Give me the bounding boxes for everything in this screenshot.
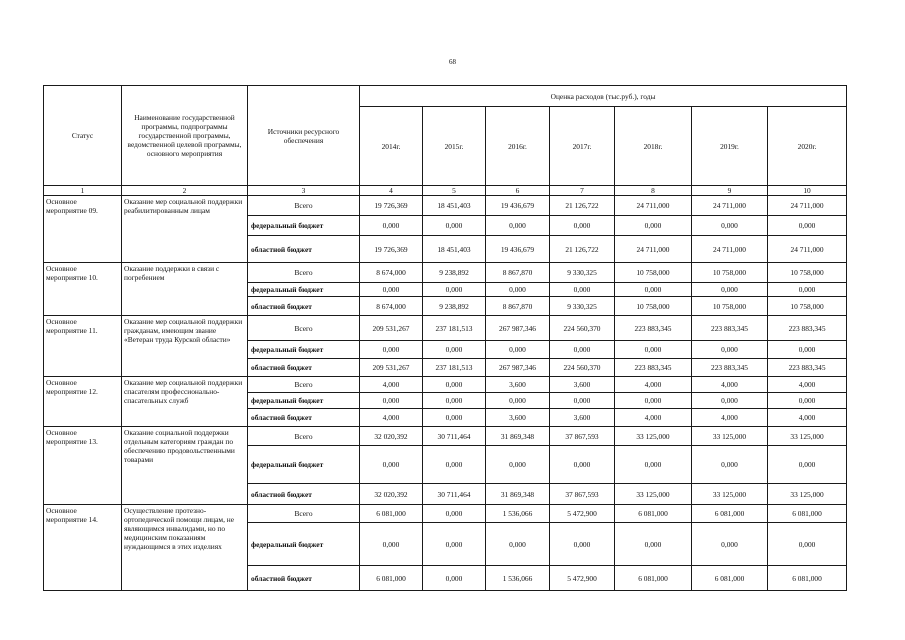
row-value: 0,000 bbox=[423, 377, 486, 393]
row-value: 0,000 bbox=[768, 283, 847, 297]
row-measure-name: Оказание социальной поддержки отдельным категориям граждан по обеспечению продовольственными товарами bbox=[122, 427, 248, 505]
row-value: 30 711,464 bbox=[423, 427, 486, 446]
row-value: 18 451,403 bbox=[423, 196, 486, 216]
row-value: 6 081,000 bbox=[615, 505, 692, 523]
row-value: 4,000 bbox=[692, 377, 768, 393]
row-value: 0,000 bbox=[486, 283, 550, 297]
row-value: 0,000 bbox=[550, 446, 615, 484]
row-value: 223 883,345 bbox=[692, 316, 768, 341]
header-sources: Источники ресурсного обеспечения bbox=[248, 86, 360, 186]
row-value: 224 560,370 bbox=[550, 316, 615, 341]
row-value: 0,000 bbox=[360, 393, 423, 409]
row-value: 19 436,679 bbox=[486, 236, 550, 263]
row-value: 33 125,000 bbox=[615, 427, 692, 446]
row-source: Всего bbox=[248, 505, 360, 523]
row-value: 33 125,000 bbox=[768, 484, 847, 505]
row-value: 209 531,267 bbox=[360, 359, 423, 377]
row-value: 19 436,679 bbox=[486, 196, 550, 216]
row-value: 0,000 bbox=[486, 523, 550, 566]
row-value: 0,000 bbox=[615, 393, 692, 409]
row-value: 0,000 bbox=[615, 523, 692, 566]
row-value: 237 181,513 bbox=[423, 359, 486, 377]
row-value: 224 560,370 bbox=[550, 359, 615, 377]
row-value: 10 758,000 bbox=[692, 263, 768, 283]
row-value: 10 758,000 bbox=[615, 297, 692, 316]
row-value: 0,000 bbox=[692, 341, 768, 359]
row-status: Основное мероприятие 10. bbox=[44, 263, 122, 316]
row-value: 0,000 bbox=[550, 216, 615, 236]
row-value: 24 711,000 bbox=[768, 196, 847, 216]
row-value: 6 081,000 bbox=[360, 505, 423, 523]
row-source: федеральный бюджет bbox=[248, 216, 360, 236]
row-value: 267 987,346 bbox=[486, 359, 550, 377]
row-measure-name: Оказание поддержки в связи с погребением bbox=[122, 263, 248, 316]
row-value: 6 081,000 bbox=[768, 566, 847, 591]
row-value: 0,000 bbox=[486, 446, 550, 484]
row-source: областной бюджет bbox=[248, 297, 360, 316]
header-year: 2018г. bbox=[615, 107, 692, 186]
column-number: 3 bbox=[248, 186, 360, 196]
row-value: 1 536,066 bbox=[486, 566, 550, 591]
row-source: областной бюджет bbox=[248, 484, 360, 505]
row-value: 21 126,722 bbox=[550, 236, 615, 263]
row-value: 37 867,593 bbox=[550, 484, 615, 505]
row-value: 5 472,900 bbox=[550, 566, 615, 591]
row-value: 31 869,348 bbox=[486, 484, 550, 505]
row-value: 0,000 bbox=[692, 523, 768, 566]
row-value: 0,000 bbox=[615, 341, 692, 359]
header-year: 2014г. bbox=[360, 107, 423, 186]
row-value: 223 883,345 bbox=[615, 359, 692, 377]
row-value: 0,000 bbox=[360, 523, 423, 566]
row-source: Всего bbox=[248, 263, 360, 283]
row-value: 32 020,392 bbox=[360, 484, 423, 505]
row-value: 10 758,000 bbox=[692, 297, 768, 316]
row-source: федеральный бюджет bbox=[248, 341, 360, 359]
row-status: Основное мероприятие 13. bbox=[44, 427, 122, 505]
row-value: 0,000 bbox=[615, 216, 692, 236]
row-value: 8 674,000 bbox=[360, 297, 423, 316]
row-measure-name: Осуществление протезно-ортопедической помощи лицам, не являющимся инвалидами, но по медицинским показаниям нуждающимся в этих изделиях bbox=[122, 505, 248, 591]
row-value: 4,000 bbox=[615, 377, 692, 393]
table-row bbox=[44, 505, 847, 523]
row-source: областной бюджет bbox=[248, 409, 360, 427]
row-value: 0,000 bbox=[768, 523, 847, 566]
row-value: 237 181,513 bbox=[423, 316, 486, 341]
row-measure-name: Оказание мер социальной поддержки гражданам, имеющим звание «Ветеран труда Курской области» bbox=[122, 316, 248, 377]
row-value: 0,000 bbox=[423, 216, 486, 236]
page-number: 68 bbox=[449, 58, 456, 66]
row-value: 0,000 bbox=[768, 446, 847, 484]
row-value: 0,000 bbox=[360, 283, 423, 297]
row-source: Всего bbox=[248, 377, 360, 393]
expenses-table bbox=[43, 85, 847, 591]
table-header bbox=[44, 86, 847, 196]
table-row bbox=[44, 377, 847, 393]
row-value: 0,000 bbox=[423, 341, 486, 359]
row-value: 30 711,464 bbox=[423, 484, 486, 505]
row-status: Основное мероприятие 14. bbox=[44, 505, 122, 591]
row-value: 24 711,000 bbox=[692, 196, 768, 216]
row-value: 0,000 bbox=[615, 446, 692, 484]
row-value: 24 711,000 bbox=[692, 236, 768, 263]
row-source: областной бюджет bbox=[248, 566, 360, 591]
row-value: 0,000 bbox=[768, 216, 847, 236]
row-value: 3,600 bbox=[486, 409, 550, 427]
table-row bbox=[44, 196, 847, 216]
header-estimate: Оценка расходов (тыс.руб.), годы bbox=[360, 86, 847, 107]
header-year: 2016г. bbox=[486, 107, 550, 186]
row-value: 3,600 bbox=[486, 377, 550, 393]
row-value: 0,000 bbox=[360, 341, 423, 359]
row-value: 0,000 bbox=[423, 446, 486, 484]
row-value: 6 081,000 bbox=[692, 505, 768, 523]
row-value: 5 472,900 bbox=[550, 505, 615, 523]
table-body bbox=[44, 196, 847, 591]
row-value: 33 125,000 bbox=[768, 427, 847, 446]
row-status: Основное мероприятие 09. bbox=[44, 196, 122, 263]
row-value: 9 330,325 bbox=[550, 297, 615, 316]
row-value: 6 081,000 bbox=[768, 505, 847, 523]
row-value: 0,000 bbox=[692, 283, 768, 297]
row-value: 0,000 bbox=[692, 393, 768, 409]
row-value: 0,000 bbox=[423, 409, 486, 427]
row-status: Основное мероприятие 12. bbox=[44, 377, 122, 427]
row-value: 9 238,892 bbox=[423, 263, 486, 283]
column-number: 7 bbox=[550, 186, 615, 196]
row-value: 0,000 bbox=[486, 216, 550, 236]
row-value: 6 081,000 bbox=[692, 566, 768, 591]
row-value: 9 330,325 bbox=[550, 263, 615, 283]
row-value: 209 531,267 bbox=[360, 316, 423, 341]
column-number: 5 bbox=[423, 186, 486, 196]
row-value: 10 758,000 bbox=[768, 297, 847, 316]
row-value: 0,000 bbox=[360, 216, 423, 236]
row-value: 9 238,892 bbox=[423, 297, 486, 316]
column-number: 9 bbox=[692, 186, 768, 196]
row-source: федеральный бюджет bbox=[248, 446, 360, 484]
row-value: 24 711,000 bbox=[615, 236, 692, 263]
row-value: 0,000 bbox=[423, 566, 486, 591]
header-year: 2020г. bbox=[768, 107, 847, 186]
row-source: федеральный бюджет bbox=[248, 393, 360, 409]
row-value: 0,000 bbox=[615, 283, 692, 297]
row-value: 0,000 bbox=[486, 341, 550, 359]
row-value: 19 726,369 bbox=[360, 196, 423, 216]
row-source: Всего bbox=[248, 316, 360, 341]
row-measure-name: Оказание мер социальной поддержки реабилитированным лицам bbox=[122, 196, 248, 263]
row-source: Всего bbox=[248, 196, 360, 216]
row-value: 0,000 bbox=[692, 446, 768, 484]
row-value: 223 883,345 bbox=[692, 359, 768, 377]
row-value: 0,000 bbox=[550, 283, 615, 297]
row-source: областной бюджет bbox=[248, 236, 360, 263]
row-source: федеральный бюджет bbox=[248, 523, 360, 566]
row-value: 1 536,066 bbox=[486, 505, 550, 523]
row-value: 4,000 bbox=[615, 409, 692, 427]
row-value: 3,600 bbox=[550, 409, 615, 427]
row-value: 4,000 bbox=[692, 409, 768, 427]
row-value: 8 867,870 bbox=[486, 297, 550, 316]
table-row bbox=[44, 427, 847, 446]
row-value: 21 126,722 bbox=[550, 196, 615, 216]
row-value: 6 081,000 bbox=[615, 566, 692, 591]
row-value: 19 726,369 bbox=[360, 236, 423, 263]
row-value: 223 883,345 bbox=[615, 316, 692, 341]
row-value: 32 020,392 bbox=[360, 427, 423, 446]
row-value: 18 451,403 bbox=[423, 236, 486, 263]
row-value: 10 758,000 bbox=[768, 263, 847, 283]
header-year: 2015г. bbox=[423, 107, 486, 186]
column-number: 4 bbox=[360, 186, 423, 196]
column-number: 10 bbox=[768, 186, 847, 196]
row-value: 3,600 bbox=[550, 377, 615, 393]
row-source: областной бюджет bbox=[248, 359, 360, 377]
row-value: 0,000 bbox=[768, 393, 847, 409]
row-source: Всего bbox=[248, 427, 360, 446]
column-number: 8 bbox=[615, 186, 692, 196]
column-number: 1 bbox=[44, 186, 122, 196]
header-name: Наименование государственной программы, подпрограммы государственной программы, ведомственной целевой программы, основного мероприятия bbox=[122, 86, 248, 186]
row-value: 33 125,000 bbox=[692, 484, 768, 505]
row-value: 33 125,000 bbox=[692, 427, 768, 446]
row-value: 4,000 bbox=[768, 377, 847, 393]
table-row bbox=[44, 263, 847, 283]
row-value: 4,000 bbox=[360, 409, 423, 427]
row-value: 0,000 bbox=[360, 446, 423, 484]
row-value: 223 883,345 bbox=[768, 316, 847, 341]
row-value: 0,000 bbox=[550, 523, 615, 566]
column-number: 2 bbox=[122, 186, 248, 196]
row-value: 0,000 bbox=[423, 283, 486, 297]
row-value: 0,000 bbox=[692, 216, 768, 236]
header-status: Статус bbox=[44, 86, 122, 186]
row-value: 0,000 bbox=[768, 341, 847, 359]
header-year: 2017г. bbox=[550, 107, 615, 186]
row-value: 6 081,000 bbox=[360, 566, 423, 591]
row-value: 37 867,593 bbox=[550, 427, 615, 446]
row-value: 8 674,000 bbox=[360, 263, 423, 283]
row-value: 267 987,346 bbox=[486, 316, 550, 341]
row-value: 24 711,000 bbox=[768, 236, 847, 263]
row-status: Основное мероприятие 11. bbox=[44, 316, 122, 377]
row-value: 0,000 bbox=[550, 341, 615, 359]
row-value: 10 758,000 bbox=[615, 263, 692, 283]
row-value: 4,000 bbox=[360, 377, 423, 393]
row-value: 31 869,348 bbox=[486, 427, 550, 446]
row-value: 0,000 bbox=[423, 523, 486, 566]
row-source: федеральный бюджет bbox=[248, 283, 360, 297]
row-value: 223 883,345 bbox=[768, 359, 847, 377]
row-value: 0,000 bbox=[486, 393, 550, 409]
row-value: 24 711,000 bbox=[615, 196, 692, 216]
header-year: 2019г. bbox=[692, 107, 768, 186]
row-value: 0,000 bbox=[423, 505, 486, 523]
row-measure-name: Оказание мер социальной поддержки спасателям профессионально-спасательных служб bbox=[122, 377, 248, 427]
row-value: 8 867,870 bbox=[486, 263, 550, 283]
row-value: 4,000 bbox=[768, 409, 847, 427]
column-number: 6 bbox=[486, 186, 550, 196]
row-value: 0,000 bbox=[550, 393, 615, 409]
row-value: 33 125,000 bbox=[615, 484, 692, 505]
table-row bbox=[44, 316, 847, 341]
row-value: 0,000 bbox=[423, 393, 486, 409]
